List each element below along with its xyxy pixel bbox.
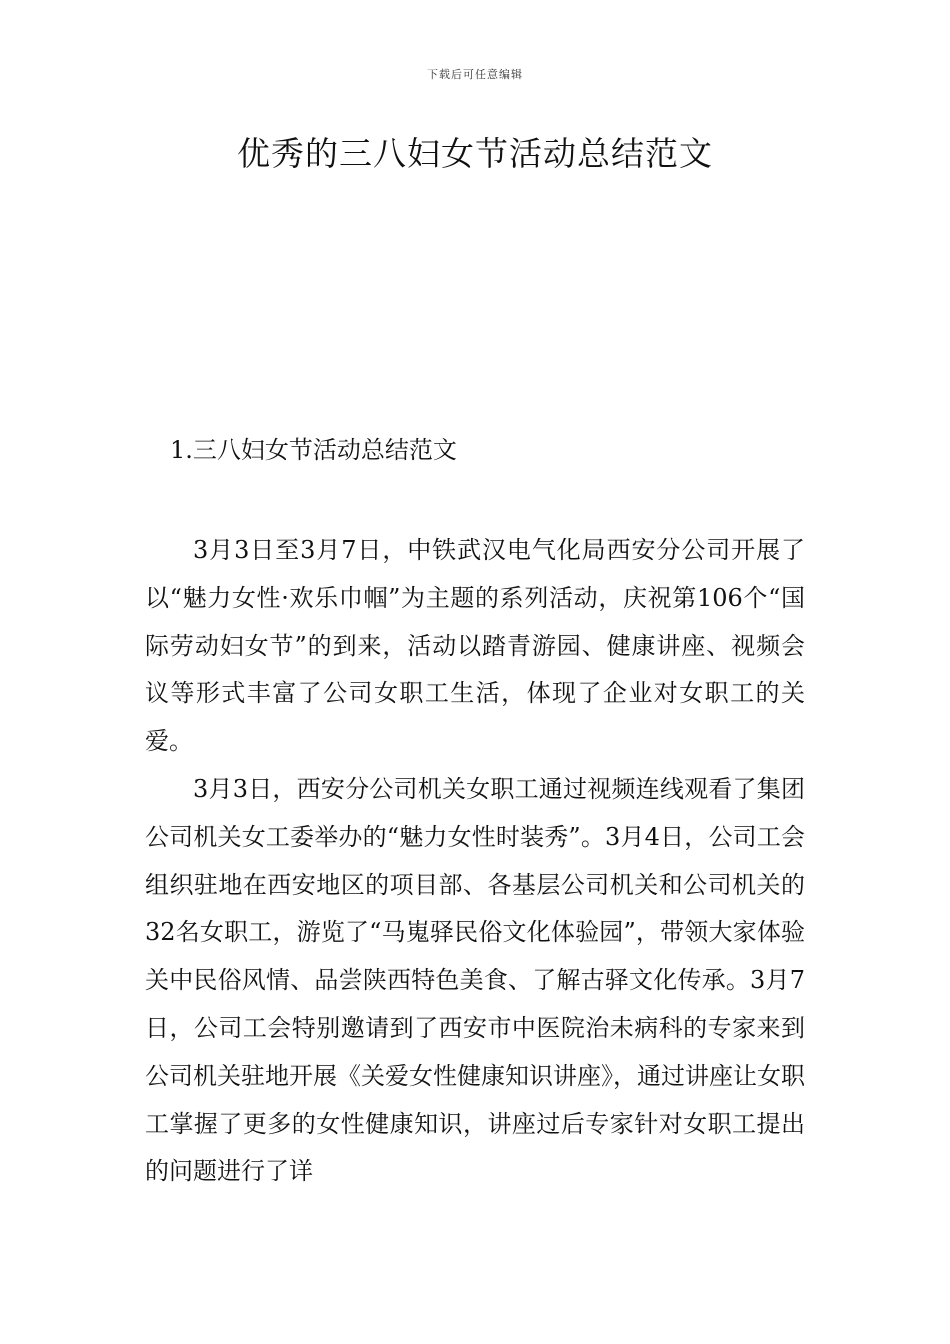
document-title: 优秀的三八妇女节活动总结范文: [237, 134, 713, 173]
page-header-note: 下载后可任意编辑: [427, 68, 523, 81]
section-heading: 1.三八妇女节活动总结范文: [170, 436, 457, 464]
paragraph-1: 3月3日至3月7日，中铁武汉电气化局西安分公司开展了以“魅力女性·欢乐巾帼”为主题的系列活动，庆祝第106个“国际劳动妇女节”的到来，活动以踏青游园、健康讲座、视频会议等形式丰富了公司女职工生活，体现了企业对女职工的关爱。: [145, 536, 805, 756]
paragraph-2: 3月3日，西安分公司机关女职工通过视频连线观看了集团公司机关女工委举办的“魅力女性时装秀”。3月4日，公司工会组织驻地在西安地区的项目部、各基层公司机关和公司机关的32名女职工，游览了“马嵬驿民俗文化体验园”，带领大家体验关中民俗风情、品尝陕西特色美食、了解古驿文化传承。3月7日，公司工会特别邀请到了西安市中医院治未病科的专家来到公司机关驻地开展《关爱女性健康知识讲座》，通过讲座让女职工掌握了更多的女性健康知识，讲座过后专家针对女职工提出的问题进行了详: [145, 774, 805, 1186]
body-text: [145, 527, 805, 1196]
